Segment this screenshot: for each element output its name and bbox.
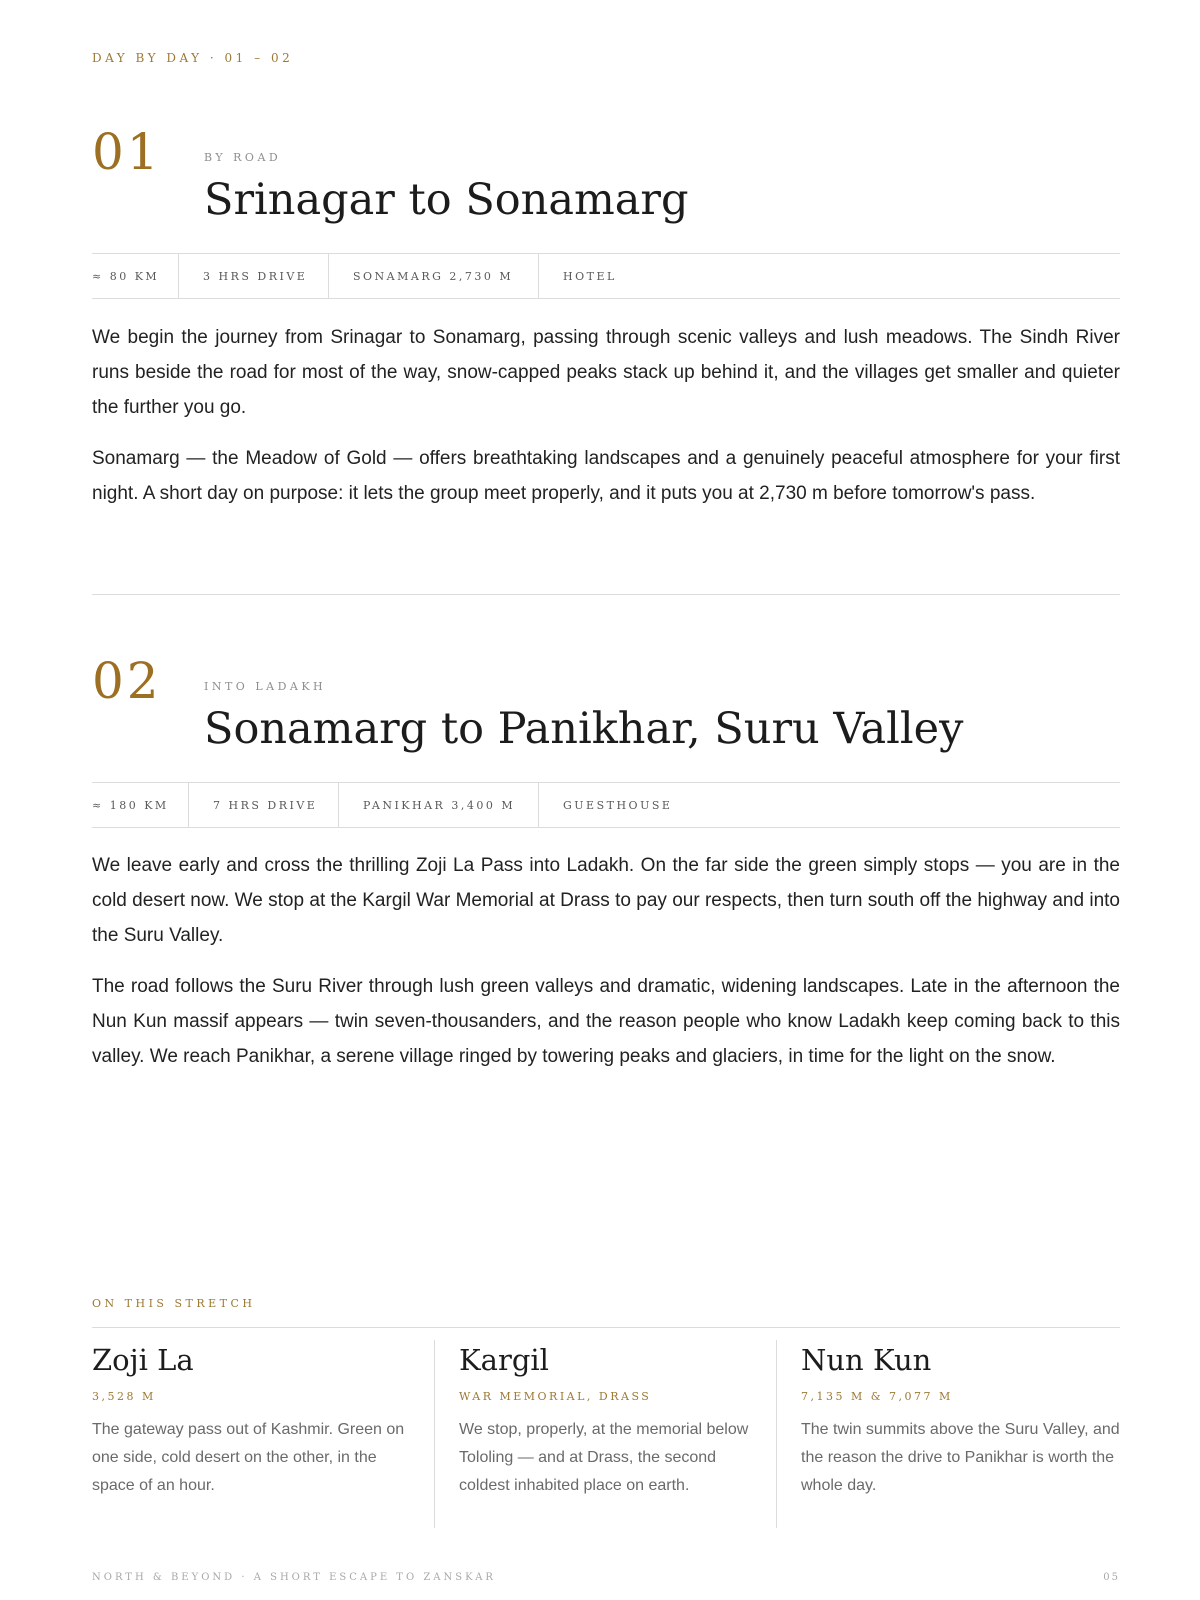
paragraph: Sonamarg — the Meadow of Gold — offers breathtaking landscapes and a genuinely peaceful atmosphere for your first night. A short day on purpose: it lets the group meet properly, and it puts you at 2,730 m before tomorrow's pass. [92, 448, 1120, 504]
day-02-facts [92, 782, 1120, 828]
section-eyebrow: DAY BY DAY · 01 – 02 [92, 51, 294, 65]
fact-distance: ≈ 80 KM [92, 269, 160, 283]
card-text: We stop, properly, at the memorial below Tololing — and at Drass, the second coldest inhabited place on earth. [459, 1421, 749, 1494]
day-kicker: BY ROAD [204, 151, 282, 164]
day-02-description [92, 848, 1120, 1090]
card-text: The twin summits above the Suru Valley, and the reason the drive to Panikhar is worth the whole day. [801, 1421, 1120, 1494]
paragraph: We leave early and cross the thrilling Zoji La Pass into Ladakh. On the far side the green simply stops — you are in the cold desert now. We stop at the Kargil War Memorial at Drass to pay our respects, then turn south off the highway and into the Suru Valley. [92, 855, 1120, 946]
day-divider [92, 594, 1120, 595]
stretch-divider [92, 1327, 1120, 1328]
day-title: Srinagar to Sonamarg [204, 175, 689, 225]
fact-stay: HOTEL [538, 254, 641, 298]
stretch-label: ON THIS STRETCH [92, 1297, 256, 1310]
fact-duration: 3 HRS DRIVE [178, 254, 328, 298]
card-text: The gateway pass out of Kashmir. Green on one side, cold desert on the other, in the space of an hour. [92, 1421, 405, 1494]
itinerary-page [92, 0, 1120, 1600]
stretch-card-zoji-la [92, 1340, 434, 1528]
card-name: Nun Kun [801, 1343, 932, 1377]
fact-altitude: SONAMARG 2,730 M [328, 254, 538, 298]
card-name: Kargil [459, 1343, 549, 1377]
day-number: 01 [92, 123, 162, 181]
day-kicker: INTO LADAKH [204, 680, 327, 693]
card-meta: WAR MEMORIAL, DRASS [459, 1390, 652, 1403]
card-meta: 3,528 M [92, 1390, 156, 1403]
stretch-card-nun-kun [776, 1340, 1120, 1528]
fact-duration: 7 HRS DRIVE [188, 783, 338, 827]
stretch-cards [92, 1340, 1120, 1550]
stretch-card-kargil [434, 1340, 776, 1528]
paragraph: We begin the journey from Srinagar to Sonamarg, passing through scenic valleys and lush meadows. The Sindh River runs beside the road for most of the way, snow-capped peaks stack up behind it, and the villages get smaller and quieter the further you go. [92, 327, 1120, 418]
day-01-description [92, 320, 1120, 527]
fact-stay: GUESTHOUSE [538, 783, 696, 827]
day-number: 02 [92, 652, 162, 710]
day-01-facts [92, 253, 1120, 299]
card-name: Zoji La [92, 1343, 194, 1377]
fact-altitude: PANIKHAR 3,400 M [338, 783, 538, 827]
footer-title: NORTH & BEYOND · A SHORT ESCAPE TO ZANSKAR [92, 1572, 496, 1583]
paragraph: The road follows the Suru River through lush green valleys and dramatic, widening landscapes. Late in the afternoon the Nun Kun massif appears — twin seven-thousanders, and the reason people who know Ladakh keep coming back to this valley. We reach Panikhar, a serene village ringed by towering peaks and glaciers, in time for the light on the snow. [92, 976, 1120, 1067]
page-number: 05 [1103, 1572, 1120, 1583]
fact-distance: ≈ 180 KM [92, 798, 169, 812]
card-meta: 7,135 M & 7,077 M [801, 1390, 953, 1403]
day-title: Sonamarg to Panikhar, Suru Valley [204, 704, 964, 754]
